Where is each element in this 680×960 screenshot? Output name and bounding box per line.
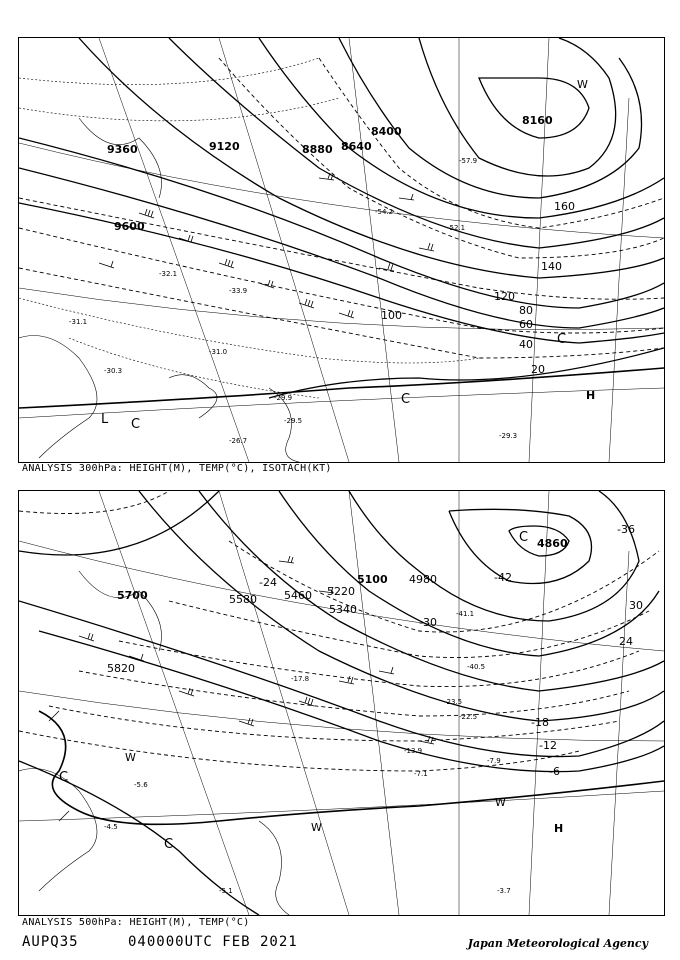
temp-value: -26.7 [229,437,248,445]
agency-name: Japan Meteorological Agency [467,937,648,950]
isotherm-label: -30 [419,616,437,629]
temp-value: -3.7 [497,887,511,895]
temp-value: -57.9 [459,157,478,165]
height-label: 5460 [284,589,312,602]
warm-mark: W [311,821,322,834]
isotach-label: 100 [381,309,402,322]
warm-mark: W [577,78,588,91]
isotherm-label: -42 [494,571,512,584]
height-label: 5340 [329,603,357,616]
height-label: 5700 [117,589,148,602]
high-pressure-mark: H [586,389,596,402]
height-label: 8880 [302,143,333,156]
height-label: 9360 [107,143,138,156]
graticule [19,38,664,462]
isotach-label: 80 [519,304,533,317]
chart-500hpa [18,490,665,916]
temp-value: -32.1 [159,270,178,278]
isotherm-label: -18 [531,716,549,729]
temp-value: -40.5 [467,663,486,671]
height-label: 5100 [357,573,388,586]
chart-300hpa [18,37,665,463]
wind-barbs [99,173,434,318]
height-contours [19,491,664,915]
isotach-label: 140 [541,260,562,273]
temp-value: -33.9 [229,287,248,295]
caption-300hpa: ANALYSIS 300hPa: HEIGHT(M), TEMP(°C), ISOTACH(KT) [22,463,332,474]
temp-value: -29.5 [284,417,303,425]
temp-value: -54.2 [375,208,394,216]
cold-mark: C [131,417,141,432]
high-pressure-mark: H [554,822,564,835]
chart-500hpa-canvas [19,491,664,915]
graticule [19,491,664,915]
isotherm-label: -12 [539,739,557,752]
temp-value: -29.3 [499,432,518,440]
isotach-label: 120 [494,290,515,303]
isotherm-label: -36 [617,523,635,536]
low-pressure-mark: L [101,412,109,427]
temp-value: -4.5 [104,823,118,831]
height-label: 5580 [229,593,257,606]
isotherm-label: -6 [549,765,560,778]
isotherm-label: 24 [619,635,633,648]
cold-mark: C [519,530,529,545]
temp-value: -41.1 [456,610,475,618]
height-label: 4860 [537,537,568,550]
cold-mark: C [59,770,69,785]
height-label: 5820 [107,662,135,675]
temp-value: -17.8 [291,675,310,683]
temp-value: -7.1 [414,770,428,778]
cold-mark: C [164,837,174,852]
height-label: 9120 [209,140,240,153]
temp-value: -5.1 [219,887,233,895]
coastline [19,571,289,915]
warm-mark: W [125,751,136,764]
caption-500hpa: ANALYSIS 500hPa: HEIGHT(M), TEMP(°C) [22,917,250,928]
analysis-time: 040000UTC FEB 2021 [128,934,298,950]
height-label: 8160 [522,114,553,127]
temp-value: -52.1 [447,224,466,232]
cold-mark: C [557,332,567,347]
warm-mark: W [495,796,506,809]
temp-value: -13.9 [404,747,423,755]
isotach-label: 160 [554,200,575,213]
temp-value: -23.5 [444,698,463,706]
height-label: 5220 [327,585,355,598]
isotherm-label: 30 [629,599,643,612]
height-label: 8640 [341,140,372,153]
isotach-label: 60 [519,318,533,331]
height-label: 9600 [114,220,145,233]
temp-value: -5.6 [134,781,148,789]
chart-code: AUPQ35 [22,934,79,950]
coastline [19,118,299,462]
isotherm-label: -24 [259,576,277,589]
temp-value: -31.1 [69,318,88,326]
chart-300hpa-canvas [19,38,664,462]
temp-value: -30.3 [104,367,123,375]
temp-value: -29.9 [274,394,293,402]
temp-value: -31.0 [209,348,228,356]
isotach-label: 20 [531,363,545,376]
cold-mark: C [401,392,411,407]
temp-isotherms [19,58,479,398]
temp-value: -7.9 [487,757,501,765]
temp-value: -22.5 [459,713,478,721]
height-label: 4980 [409,573,437,586]
isotach-label: 40 [519,338,533,351]
height-label: 8400 [371,125,402,138]
